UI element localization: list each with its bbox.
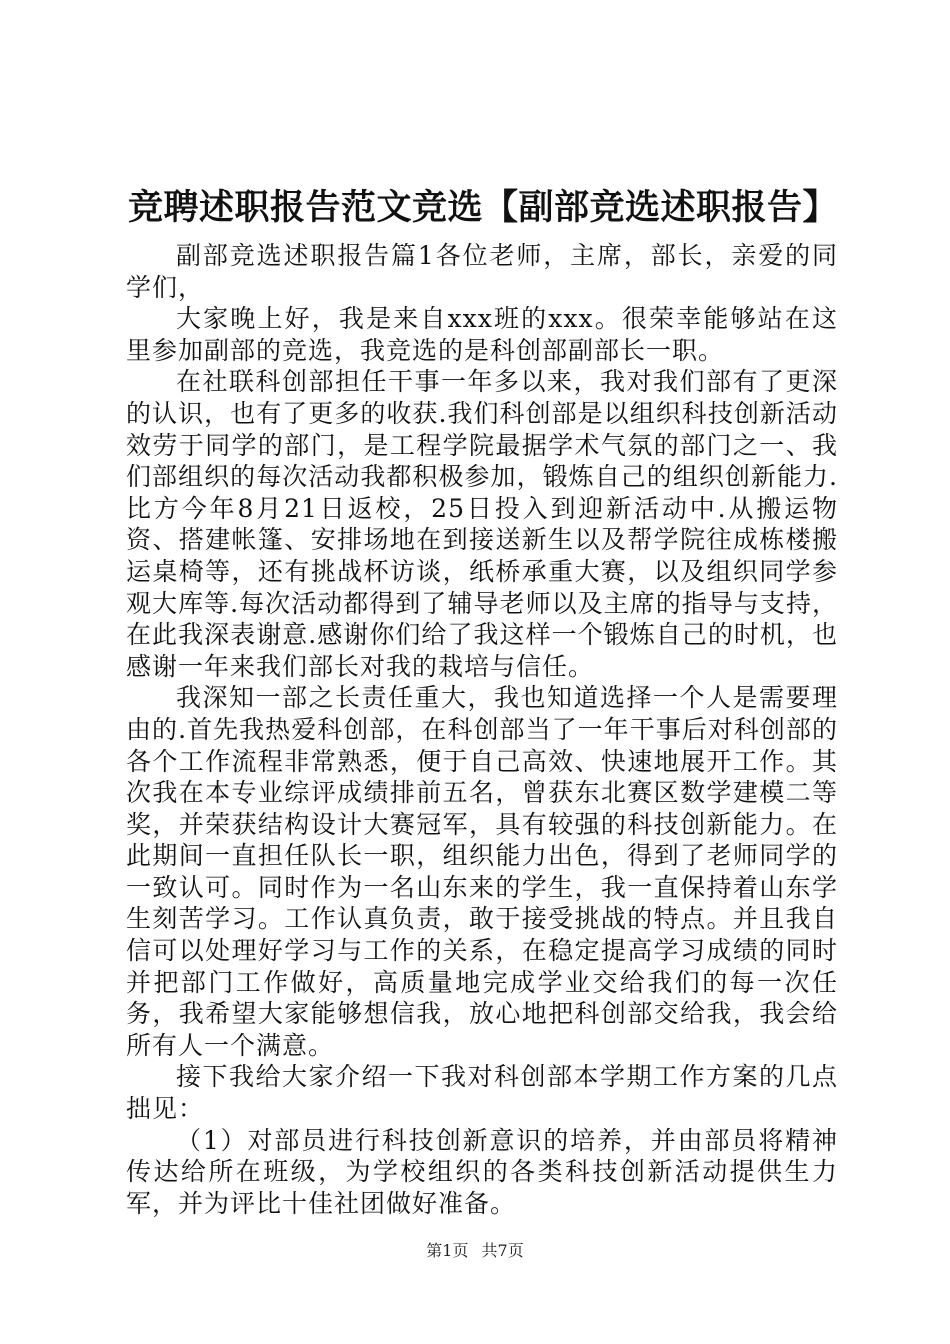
paragraph-greeting: 副部竞选述职报告篇1各位老师，主席，部长，亲爱的同学们， [126,241,838,302]
document-title: 竞聘述职报告范文竞选【副部竞选述职报告】 [128,187,839,228]
document-body [126,240,838,1219]
paragraph-qualifications: 我深知一部之长责任重大，我也知道选择一个人是需要理由的.首先我热爱科创部，在科创部当了一年干事后对科创部的各个工作流程非常熟悉，便于自己高效、快速地展开工作。其次我在本专业综评成绩排前五名，曾获东北赛区数学建模二等奖，并荣获结构设计大赛冠军，具有较强的科技创新能力。在此期间一直担任队长一职，组织能力出色，得到了老师同学的一致认可。同时作为一名山东来的学生，我一直保持着山东学生刻苦学习。工作认真负责，敢于接受挑战的特点。并且我自信可以处理好学习与工作的关系，在稳定提高学习成绩的同时并把部门工作做好，高质量地完成学业交给我们的每一次任务，我希望大家能够想信我，放心地把科创部交给我，我会给所有人一个满意。 [126,683,838,1060]
page-footer [0,1240,950,1262]
page-number: 第1页 [426,1241,469,1260]
page-total: 共7页 [481,1241,524,1260]
paragraph-introduction: 大家晚上好，我是来自xxx班的xxx。很荣幸能够站在这里参加副部的竞选，我竞选的是科创部副部长一职。 [126,304,838,365]
paragraph-experience: 在社联科创部担任干事一年多以来，我对我们部有了更深的认识，也有了更多的收获.我们科创部是以组织科技创新活动效劳于同学的部门，是工程学院最据学术气氛的部门之一、我们部组织的每次活动我都积极参加，锻炼自己的组织创新能力.比方今年8月21日返校，25日投入到迎新活动中.从搬运物资、搭建帐篷、安排场地在到接送新生以及帮学院往成栋楼搬运桌椅等，还有挑战杯访谈，纸桥承重大赛，以及组织同学参观大库等.每次活动都得到了辅导老师以及主席的指导与支持，在此我深表谢意.感谢你们给了我这样一个锻炼自己的时机，也感谢一年来我们部长对我的栽培与信任。 [126,367,838,681]
paragraph-plan-intro: 接下我给大家介绍一下我对科创部本学期工作方案的几点拙见： [126,1062,838,1124]
paragraph-plan-item-1: （1）对部员进行科技创新意识的培养，并由部员将精神传达给所在班级，为学校组织的各类科技创新活动提供生力军，并为评比十佳社团做好准备。 [126,1125,838,1218]
